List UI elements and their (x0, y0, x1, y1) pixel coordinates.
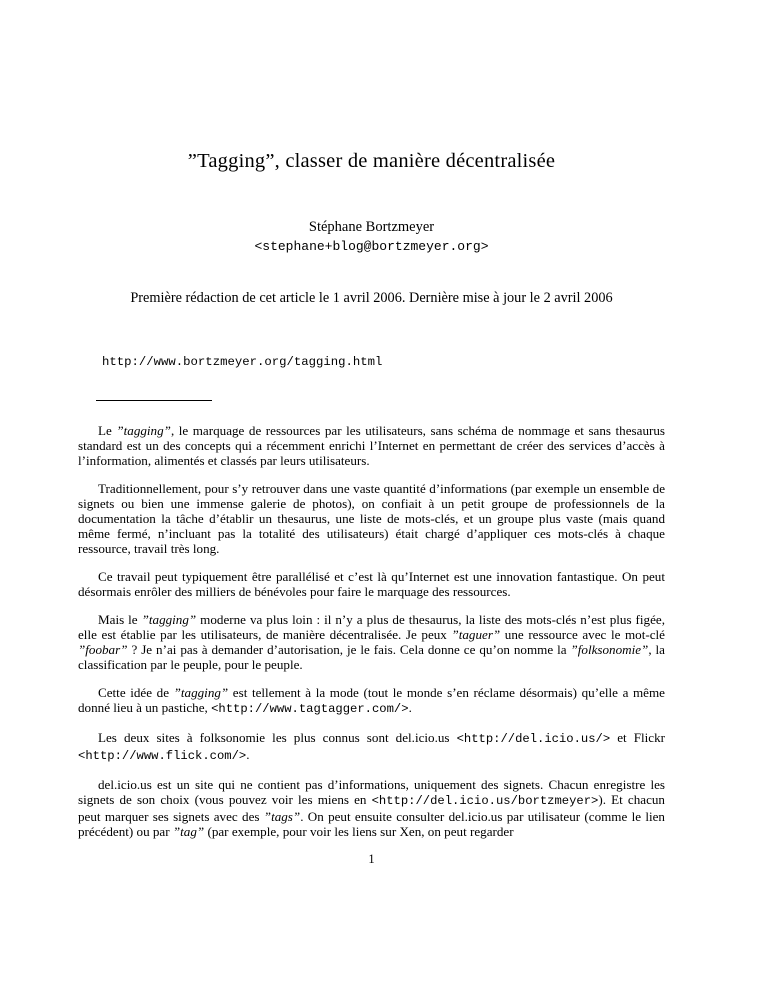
inline-url[interactable]: <http://www.tagtagger.com/> (211, 702, 409, 716)
inline-url[interactable]: <http://www.flick.com/> (78, 749, 247, 763)
text-run: Le (98, 423, 117, 438)
paragraph (78, 777, 665, 839)
emphasized-term: ”folksonomie” (570, 642, 649, 657)
text-run: et Flickr (610, 730, 665, 745)
emphasized-term: ”taguer” (451, 627, 501, 642)
emphasized-term: ”foobar” (78, 642, 128, 657)
emphasized-term: ”tagging” (141, 612, 197, 627)
paragraph (78, 685, 665, 717)
author-email: <stephane+blog@bortzmeyer.org> (254, 239, 489, 254)
text-run: . (408, 700, 412, 715)
page-number: 1 (368, 852, 375, 866)
emphasized-term: ”tag” (172, 824, 205, 839)
separator-rule (96, 400, 212, 401)
emphasized-term: ”tags” (263, 809, 301, 824)
paragraph (78, 569, 665, 599)
emphasized-term: ”tagging” (116, 423, 171, 438)
emphasized-term: ”tagging” (173, 685, 229, 700)
text-run: moderne va plus loin : il n’y a plus de thesaurus, la liste des mots-clés n’est plus figée, elle est établie par les utilisateurs, de manière décentralisée. Je peux (78, 612, 665, 642)
article-title: ”Tagging”, classer de manière décentralisée (187, 150, 556, 172)
text-run: . (246, 747, 250, 762)
page-content (78, 0, 665, 867)
text-run: ? Je n’ai pas à demander d’autorisation, je le fais. Cela donne ce qu’on nomme la (127, 642, 571, 657)
text-run: (par exemple, pour voir les liens sur Xen, on peut regarder (204, 824, 514, 839)
paragraph (78, 423, 665, 468)
text-run: Cette idée de (98, 685, 174, 700)
text-run: Mais le (98, 612, 142, 627)
text-run: . On peut ensuite consulter del.icio.us par utilisateur (comme le lien précédent) ou par (78, 809, 665, 839)
text-run: , la classification par le peuple, pour le peuple. (78, 642, 665, 672)
inline-url[interactable]: <http://del.icio.us/> (456, 732, 611, 746)
text-run: Les deux sites à folksonomie les plus connus sont del.icio.us (98, 730, 457, 745)
text-run: ). Et chacun peut marquer ses signets avec des (78, 792, 665, 824)
text-run: del.icio.us est un site qui ne contient pas d’informations, uniquement des signets. Chacun enregistre les signets de son choix (vous pouvez voir les miens en (78, 777, 665, 807)
article-url[interactable]: http://www.bortzmeyer.org/tagging.html (102, 355, 383, 369)
paragraph (78, 481, 665, 556)
paragraph (78, 612, 665, 672)
text-run: Traditionnellement, pour s’y retrouver dans une vaste quantité d’informations (par exemple un ensemble de signets ou bien une immense galerie de photos), on confiait à un petit groupe de professionnels de la documentation la tâche d’établir un thesaurus, une liste de mots-clés, et un groupe plus vaste (mais quand même fermé, n’incluant pas la totalité des utilisateurs) était chargé d’appliquer ces mots-clés à chaque ressource, travail très long. (78, 481, 665, 556)
article-body (78, 423, 665, 839)
date-line: Première rédaction de cet article le 1 avril 2006. Dernière mise à jour le 2 avril 2006 (130, 290, 613, 306)
text-run: une ressource avec le mot-clé (500, 627, 665, 642)
text-run: est tellement à la mode (tout le monde s’en réclame désormais) qu’elle a même donné lieu à un pastiche, (78, 685, 665, 715)
text-run: Ce travail peut typiquement être parallélisé et c’est là qu’Internet est une innovation fantastique. On peut désormais enrôler des milliers de bénévoles pour faire le marquage des ressources. (78, 569, 665, 599)
text-run: , le marquage de ressources par les utilisateurs, sans schéma de nommage et sans thesaurus standard est un des concepts qui a récemment enrichi l’Internet en permettant de créer des services d’accès à l’information, alimentés et classés par leurs utilisateurs. (78, 423, 665, 468)
inline-url[interactable]: <http://del.icio.us/bortzmeyer> (371, 794, 599, 808)
paragraph (78, 730, 665, 764)
author-name: Stéphane Bortzmeyer (308, 219, 435, 235)
